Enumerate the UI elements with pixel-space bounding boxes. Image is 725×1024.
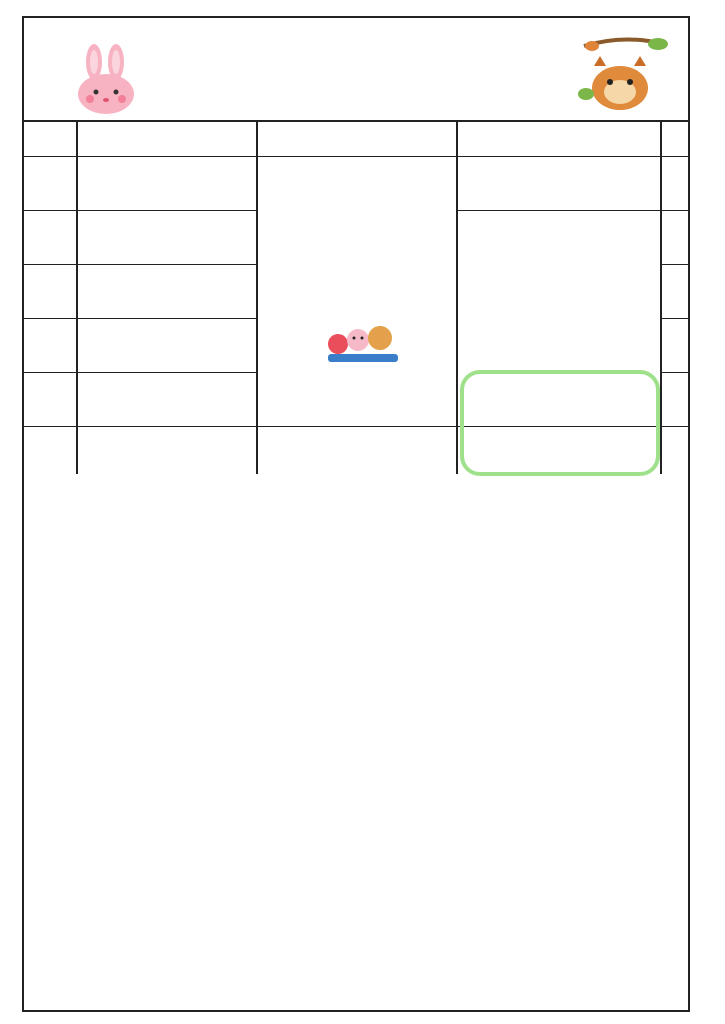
animals-illustration [324, 318, 404, 366]
bunny-illustration [68, 44, 148, 116]
row-divider [24, 156, 688, 157]
header-bring [456, 122, 660, 156]
row-divider [660, 318, 688, 319]
header-wear [660, 122, 688, 156]
row-divider [24, 372, 256, 373]
col-divider [660, 122, 662, 474]
handwritten-note [460, 370, 660, 476]
row-divider [24, 210, 256, 211]
col-divider [456, 122, 458, 474]
row-divider [660, 372, 688, 373]
row-divider [456, 210, 660, 211]
weekly-table [24, 122, 688, 474]
squirrel-illustration [564, 32, 674, 116]
row-divider [660, 210, 688, 211]
col-divider [76, 122, 78, 474]
header-activities [76, 122, 256, 156]
class-name [339, 24, 347, 40]
row-divider [660, 264, 688, 265]
col-divider [256, 122, 258, 474]
row-divider [24, 264, 256, 265]
newsletter [22, 16, 690, 1012]
row-divider [24, 318, 256, 319]
header [24, 18, 688, 122]
header-play [256, 122, 456, 156]
